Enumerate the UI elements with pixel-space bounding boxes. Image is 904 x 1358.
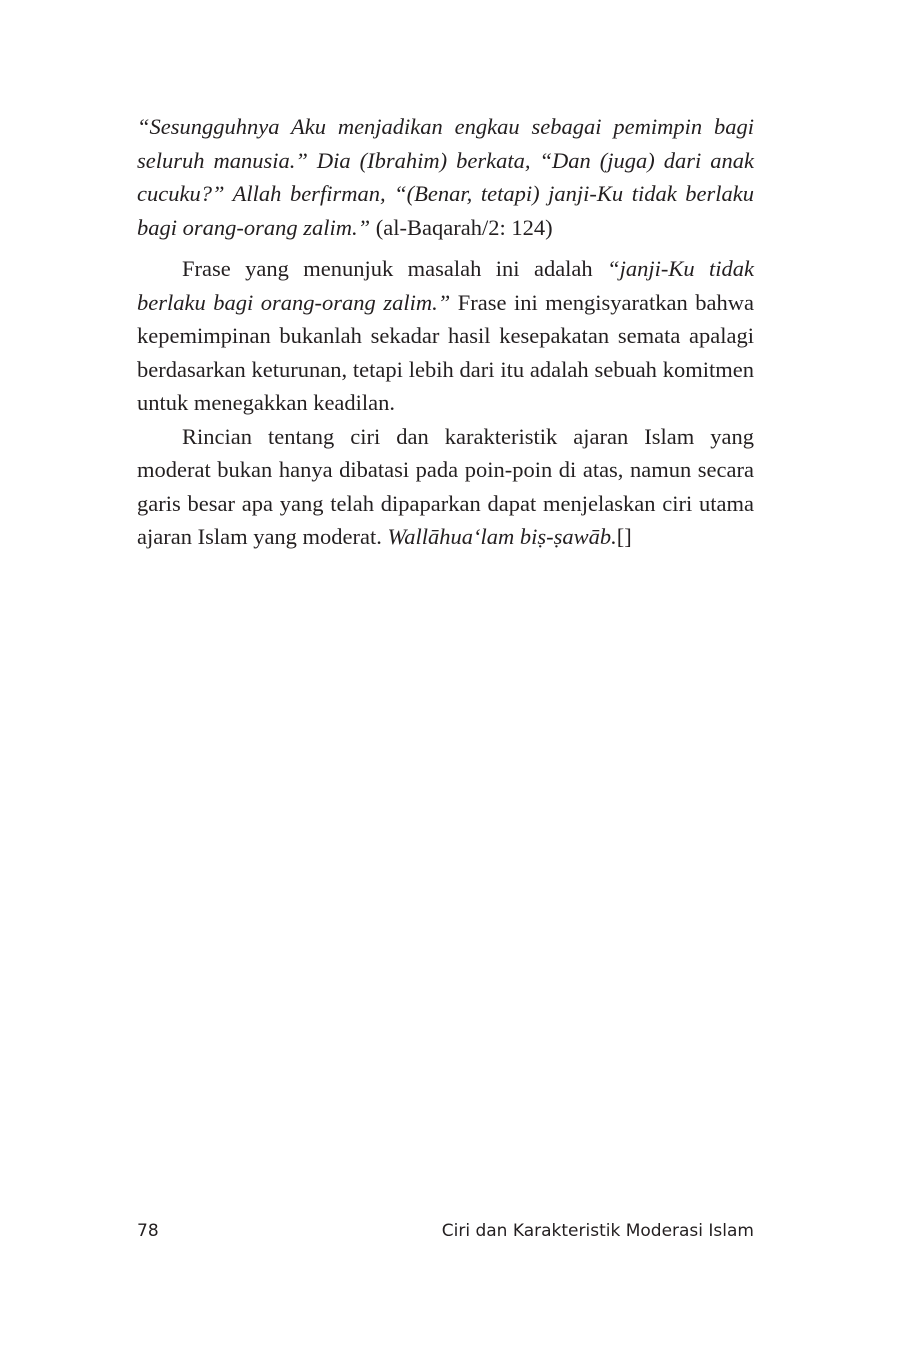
paragraph-2-closing: Wallāhua‘lam biṣ-ṣawāb. (387, 524, 617, 549)
quote-text: “Sesungguhnya Aku menjadikan engkau sebagai pemimpin bagi seluruh manusia.” Dia (Ibrahim) berkata, “Dan (juga) dari anak cucuku?” Allah berfirman, “(Benar, tetapi) janji-Ku tidak berlaku bagi orang-orang zalim.” (137, 114, 754, 240)
paragraph-1-lead: Frase yang menunjuk masalah ini adalah (182, 256, 608, 281)
paragraph-1-italic-phrase: “janji-Ku tidak berlaku bagi orang-orang zalim.” (137, 256, 754, 315)
page-number: 78 (137, 1221, 159, 1241)
page-footer (137, 1221, 754, 1247)
paragraph-2 (137, 420, 754, 554)
paragraph-2-lead: Rincian tentang ciri dan karakteristik ajaran Islam yang moderat bukan hanya dibatasi pada poin-poin di atas, namun secara garis besar apa yang telah dipaparkan dapat menjelaskan ciri utama ajaran Islam yang moderat. (137, 423, 754, 549)
paragraph-2-end-mark: [] (616, 524, 632, 549)
page-body (137, 110, 754, 554)
quote-citation: (al-Baqarah/2: 124) (370, 214, 553, 240)
paragraph-1 (137, 252, 754, 420)
running-title: Ciri dan Karakteristik Moderasi Islam (441, 1221, 754, 1241)
paragraph-1-rest: Frase ini mengisyaratkan bahwa kepemimpinan bukanlah sekadar hasil kesepakatan semata apalagi berdasarkan keturunan, tetapi lebih dari itu adalah sebuah komitmen untuk menegakkan keadilan. (137, 289, 754, 415)
quran-quote (137, 110, 754, 244)
